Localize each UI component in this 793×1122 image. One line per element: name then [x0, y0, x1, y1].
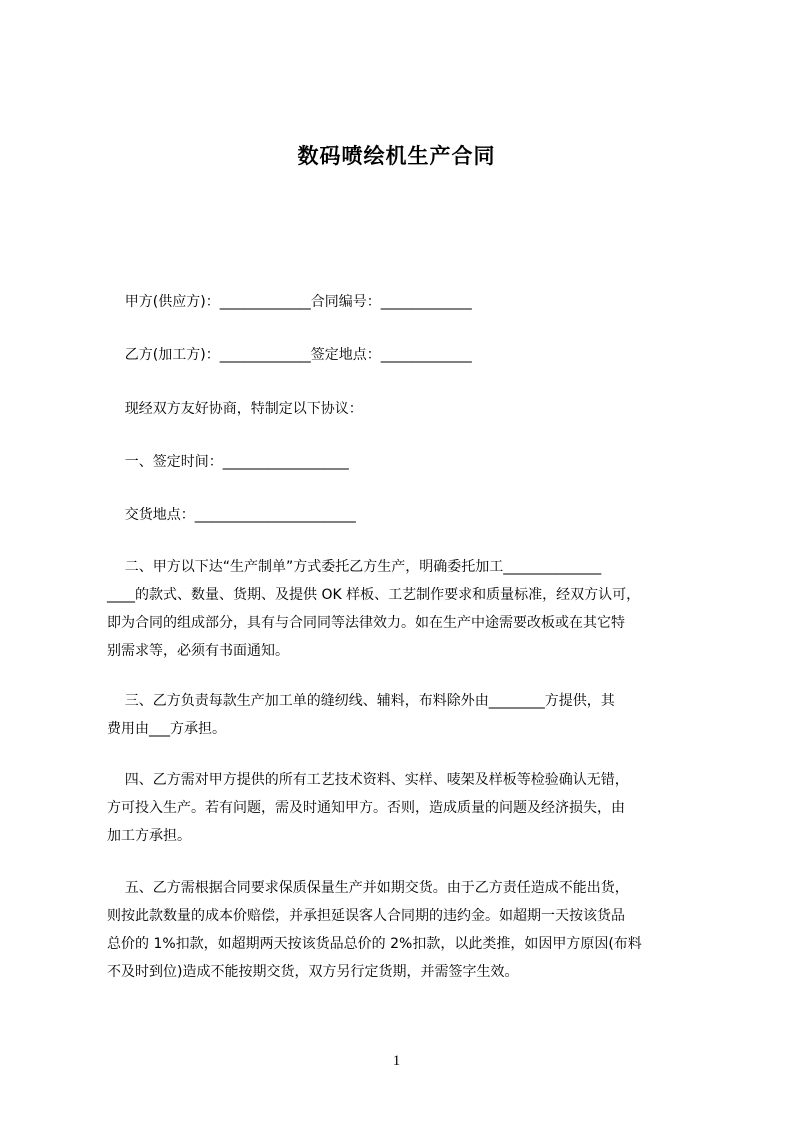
clause-3-line: 三、乙方负责每款生产加工单的缝纫线、辅料，布料除外由________方提供，其	[107, 693, 615, 709]
clause-5-line: 总价的 1%扣款，如超期两天按该货品总价的 2%扣款，以此类推，如因甲方原因(布料	[107, 936, 642, 952]
clause-2	[107, 553, 699, 665]
clause-4-line: 四、乙方需对甲方提供的所有工艺技术资料、实样、唛架及样板等检验确认无错，	[107, 772, 629, 788]
clause-2-line: 别需求等，必须有书面通知。	[107, 643, 289, 659]
clause-2-line: 二、甲方以下达“生产制单”方式委托乙方生产，明确委托加工______________	[107, 559, 602, 575]
delivery-place-line: 交货地点：_______________________	[107, 507, 356, 523]
preamble-line: 现经双方友好协商，特制定以下协议：	[107, 401, 363, 417]
sign-time-line: 一、签定时间：__________________	[107, 454, 349, 470]
clause-5-line: 不及时到位)造成不能按期交货，双方另行定货期，并需签字生效。	[107, 964, 519, 980]
clause-5	[107, 874, 699, 986]
party-b-line: 乙方(加工方)：_____________签定地点：_____________	[107, 347, 472, 363]
clause-5-line: 五、乙方需根据合同要求保质保量生产并如期交货。由于乙方责任造成不能出货，	[107, 880, 629, 896]
clause-4-line: 加工方承担。	[107, 828, 191, 844]
clause-3	[107, 687, 699, 743]
clause-4	[107, 766, 699, 850]
clause-5-line: 则按此款数量的成本价赔偿，并承担延误客人合同期的违约金。如超期一天按该货品	[107, 908, 625, 924]
clause-2-line: 即为合同的组成部分，具有与合同同等法律效力。如在生产中途需要改板或在其它特	[107, 615, 625, 631]
clause-2-line: ____的款式、数量、货期、及提供 OK 样板、工艺制作要求和质量标准，经双方认可，	[107, 587, 641, 603]
document-title: 数码喷绘机生产合同	[297, 144, 496, 168]
clause-4-line: 方可投入生产。若有问题，需及时通知甲方。否则，造成质量的问题及经济损失，由	[107, 800, 625, 816]
party-a-line: 甲方(供应方)：_____________合同编号：_____________	[107, 294, 472, 310]
clause-3-line: 费用由___方承担。	[107, 721, 226, 737]
page-number: 1	[392, 1053, 401, 1069]
